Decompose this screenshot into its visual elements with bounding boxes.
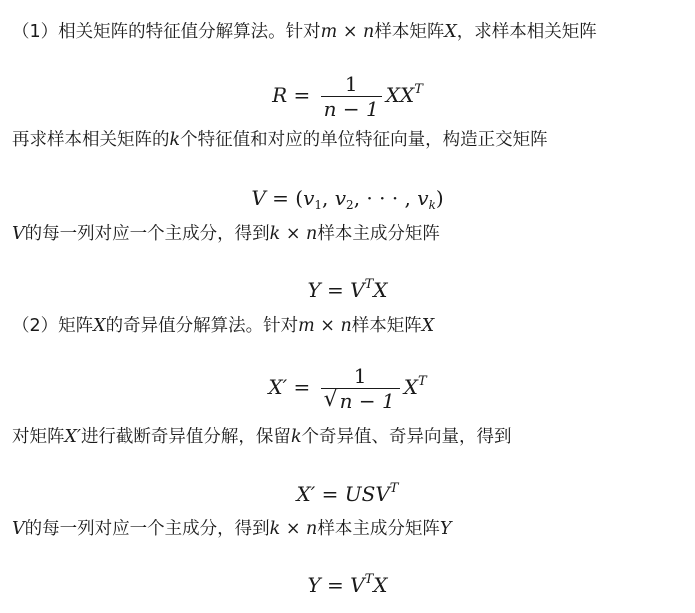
math-Xprime: X′ [64, 427, 81, 447]
math-n: n [363, 22, 375, 42]
heading-text: （2）矩阵 [12, 316, 94, 336]
math-X-2: X [421, 316, 435, 336]
text: 对矩阵 [12, 427, 65, 447]
heading-text-3: ，求样本相关矩阵 [456, 22, 597, 42]
heading-text-3: 样本矩阵 [351, 316, 422, 336]
math-k: k [169, 130, 181, 150]
superscript: T [417, 374, 427, 389]
fraction [321, 72, 382, 121]
eq-sign: = [287, 83, 317, 107]
equation-Y-2 [0, 573, 695, 597]
eq-rhs: X [373, 278, 388, 302]
eq-rhs: X [403, 375, 418, 399]
math-times: × [337, 22, 364, 42]
superscript: T [389, 481, 399, 496]
heading-text-2: 样本矩阵 [374, 22, 445, 42]
vk: v [417, 186, 429, 210]
section-2-heading [12, 314, 434, 338]
math-X: X [444, 22, 457, 42]
math-X: X [93, 316, 106, 336]
paragraph-6 [12, 517, 451, 541]
text: 的每一列对应一个主成分，得到 [24, 224, 270, 244]
paragraph-5 [12, 425, 512, 449]
math-times: × [314, 316, 341, 336]
eq-base: V [350, 573, 365, 597]
eq-sign: = [315, 482, 345, 506]
equation-V [0, 186, 695, 210]
math-V: V [12, 519, 25, 539]
eq-sign: = [287, 375, 317, 399]
text: 再求样本相关矩阵的 [12, 130, 170, 150]
eq-sign: = [320, 573, 351, 597]
dots: , · · · , [353, 186, 418, 210]
text-2: 进行截断奇异值分解，保留 [80, 427, 291, 447]
eq-base: V [350, 278, 365, 302]
math-Y: Y [439, 519, 452, 539]
heading-text: （1）相关矩阵的特征值分解算法。针对 [12, 22, 321, 42]
paragraph-2 [12, 128, 548, 152]
v2: v [334, 186, 347, 210]
math-V: V [12, 224, 25, 244]
v1: v [303, 186, 315, 210]
eq-lhs: Y [307, 278, 321, 302]
sqrt-radical: √ n − 1 [323, 387, 395, 413]
equation-R [0, 72, 695, 121]
math-times: × [280, 224, 307, 244]
eq-lhs: V [251, 186, 266, 210]
math-times: × [280, 519, 307, 539]
paragraph-3 [12, 222, 440, 246]
sqrt-content: n − 1 [339, 389, 395, 413]
eq-lhs: R [272, 83, 288, 107]
fraction-denominator: n − 1 [323, 97, 379, 121]
superscript: T [414, 82, 423, 97]
fraction [321, 364, 400, 413]
eq-rhs: USV [344, 482, 390, 506]
eq-lhs: X′ [296, 482, 316, 506]
paren-close: ) [435, 186, 444, 210]
math-n: n [306, 224, 318, 244]
comma: , [322, 186, 335, 210]
math-m: m [320, 22, 338, 42]
sub-k: k [428, 198, 436, 212]
paren-open: ( [295, 186, 304, 210]
equation-Y-1 [0, 278, 695, 302]
fraction-numerator: 1 [344, 72, 358, 96]
eq-rhs: XX [385, 83, 415, 107]
text-2: 样本主成分矩阵 [317, 224, 440, 244]
eq-rhs: X [373, 573, 388, 597]
math-n: n [340, 316, 352, 336]
fraction-numerator: 1 [353, 364, 367, 388]
text-2: 个特征值和对应的单位特征向量，构造正交矩阵 [180, 130, 548, 150]
superscript: T [364, 572, 374, 587]
eq-sign: = [320, 278, 351, 302]
equation-Xprime-svd [0, 482, 695, 506]
eq-sign: = [265, 186, 296, 210]
eq-lhs: X′ [268, 375, 288, 399]
equation-Xprime-1 [0, 364, 695, 413]
text: 的每一列对应一个主成分，得到 [24, 519, 270, 539]
superscript: T [364, 277, 374, 292]
sub-1: 1 [314, 198, 323, 212]
eq-lhs: Y [307, 573, 321, 597]
math-k: k [290, 427, 302, 447]
text-3: 个奇异值、奇异向量，得到 [301, 427, 512, 447]
math-n: n [306, 519, 318, 539]
math-k: k [269, 519, 281, 539]
text-2: 样本主成分矩阵 [317, 519, 440, 539]
heading-text-2: 的奇异值分解算法。针对 [105, 316, 299, 336]
math-m: m [298, 316, 315, 336]
section-1-heading [12, 20, 597, 44]
math-k: k [269, 224, 281, 244]
sub-2: 2 [346, 198, 354, 212]
